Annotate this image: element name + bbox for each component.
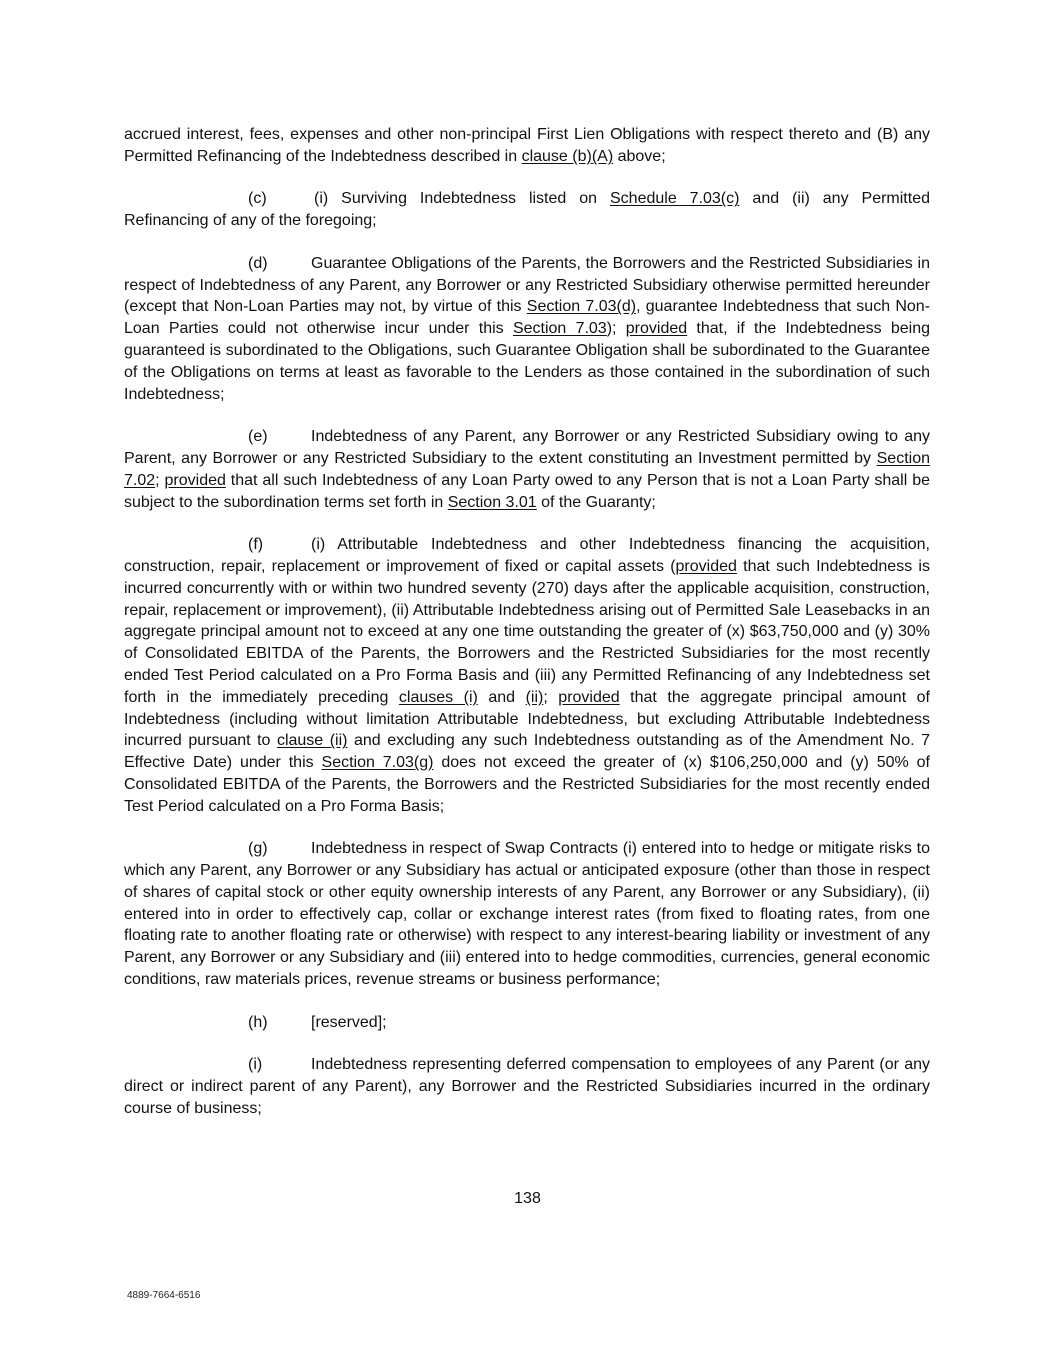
clause-label: (h): [248, 1013, 268, 1031]
cross-reference: provided: [675, 557, 737, 575]
document-id: 4889-7664-6516: [127, 1290, 201, 1301]
cross-reference: provided: [164, 471, 226, 489]
text-run: and excluding any such Indebtedness outstanding as of the Amendment No. 7 Effective Date) under this: [124, 732, 930, 772]
cross-reference: provided: [625, 320, 688, 338]
text-run: accrued interest, fees, expenses and other non-principal First Lien Obligations with respect thereto and (B) any Permitted Refinancing of the Indebtedness described in: [124, 126, 930, 165]
paragraph-f: [124, 534, 930, 817]
text-run: ;: [155, 471, 165, 489]
clause-label: (c): [248, 190, 267, 208]
clause-label: (f): [248, 536, 264, 554]
clause-label: (g): [248, 840, 268, 858]
paragraph-b-cont: [124, 124, 930, 168]
cross-reference: provided: [558, 688, 620, 706]
cross-reference: Section 7.03: [512, 320, 607, 338]
document-body: [124, 124, 930, 1120]
text-run: that, if the Indebtedness being guaranteed is subordinated to the Obligations, such Guarantee Obligation shall be subordinated to the Guarantee of the Obligations on terms at least as favorable to the Lenders as those contained in the subordination of such Indebtedness;: [124, 320, 931, 403]
clause-label: (d): [248, 254, 268, 272]
text-run: );: [606, 320, 626, 338]
text-run: , guarantee Indebtedness that such Non-Loan Parties could not otherwise incur under this: [124, 298, 931, 338]
text-run: of the Guaranty;: [536, 493, 656, 511]
text-run: above;: [613, 147, 666, 165]
text-run: and (ii) any Permitted Refinancing of any of the foregoing;: [124, 190, 930, 230]
paragraph-d: [124, 253, 930, 406]
text-run: Indebtedness of any Parent, any Borrower or any Restricted Subsidiary owing to any Parent, any Borrower or any Restricted Subsidiary to the extent constituting an Investment permitted by: [124, 428, 930, 467]
text-run: Guarantee Obligations of the Parents, the Borrowers and the Restricted Subsidiaries in respect of Indebtedness of any Parent, any Borrower or any Restricted Subsidiary otherwise permitted hereunder (except that Non-Loan Parties may not, by virtue of this: [124, 254, 930, 316]
cross-reference: clause (ii): [276, 732, 348, 750]
text-run: that the aggregate principal amount of Indebtedness (including without limitation Attributable Indebtedness, but excluding Attributable Indebtedness incurred pursuant to: [124, 688, 931, 750]
clause-label: (i): [248, 1056, 263, 1074]
paragraph-i: [124, 1054, 930, 1119]
paragraph-e: [124, 426, 930, 513]
text-run: that all such Indebtedness of any Loan Party owed to any Person that is not a Loan Party shall be subject to the subordination terms set forth in: [124, 471, 931, 511]
cross-reference: Schedule 7.03(c): [610, 190, 740, 208]
cross-reference: clause (b)(A): [521, 147, 614, 165]
text-run: Indebtedness in respect of Swap Contracts (i) entered into to hedge or mitigate risks to which any Parent, any Borrower or any Subsidiary has actual or anticipated exposure (other than those in respect of shares of capital stock or other equity ownership interests of any Parent, any Borrower or any Subsidiary), (ii) entered into in order to effectively cap, collar or exchange interest rates (from fixed to floating rates, from one floating rate to another floating rate or otherwise) with respect to any interest-bearing liability or investment of any Parent, any Borrower or any Subsidiary and (iii) entered into to hedge commodities, currencies, general economic conditions, raw materials prices, revenue streams or business performance;: [124, 840, 930, 989]
text-run: does not exceed the greater of (x) $106,250,000 and (y) 50% of Consolidated EBITDA of the Parents, the Borrowers and the Restricted Subsidiaries for the most recently ended Test Period calculated on a Pro Forma Basis;: [124, 754, 930, 815]
text-run: Indebtedness representing deferred compensation to employees of any Parent (or any direct or indirect parent of any Parent), any Borrower and the Restricted Subsidiaries incurred in the ordinary course of business;: [124, 1056, 930, 1117]
paragraph-g: [124, 838, 930, 991]
text-run: (i) Surviving Indebtedness listed on: [314, 190, 610, 208]
text-run: [reserved];: [311, 1013, 387, 1031]
paragraph-c: [124, 188, 930, 232]
cross-reference: Section 7.03(g): [321, 754, 434, 772]
text-run: and: [477, 688, 526, 706]
text-run: ;: [543, 688, 559, 706]
clause-label: (e): [248, 428, 268, 446]
cross-reference: Section 3.01: [447, 493, 537, 511]
text-run: that such Indebtedness is incurred concurrently with or within two hundred seventy (270) days after the applicable acquisition, construction, repair, replacement or improvement), (ii) Attributable Indebtedness arising out of Permitted Sale Leasebacks in an aggregate principal amount not to exceed at any one time outstanding the greater of (x) $63,750,000 and (y) 30% of Consolidated EBITDA of the Parents, the Borrowers and the Restricted Subsidiaries for the most recently ended Test Period calculated on a Pro Forma Basis and (iii) any Permitted Refinancing of any Indebtedness set forth in the immediately preceding: [124, 557, 930, 706]
page-number: 138: [514, 1190, 541, 1207]
text-run: (i) Attributable Indebtedness and other Indebtedness financing the acquisition, construction, repair, replacement or improvement of fixed or capital assets (: [124, 536, 930, 575]
cross-reference: Section 7.03(d): [526, 298, 637, 316]
cross-reference: Section 7.02: [124, 449, 930, 489]
paragraph-h: [124, 1012, 930, 1034]
cross-reference: (ii): [525, 688, 544, 706]
cross-reference: clauses (i): [398, 688, 478, 706]
